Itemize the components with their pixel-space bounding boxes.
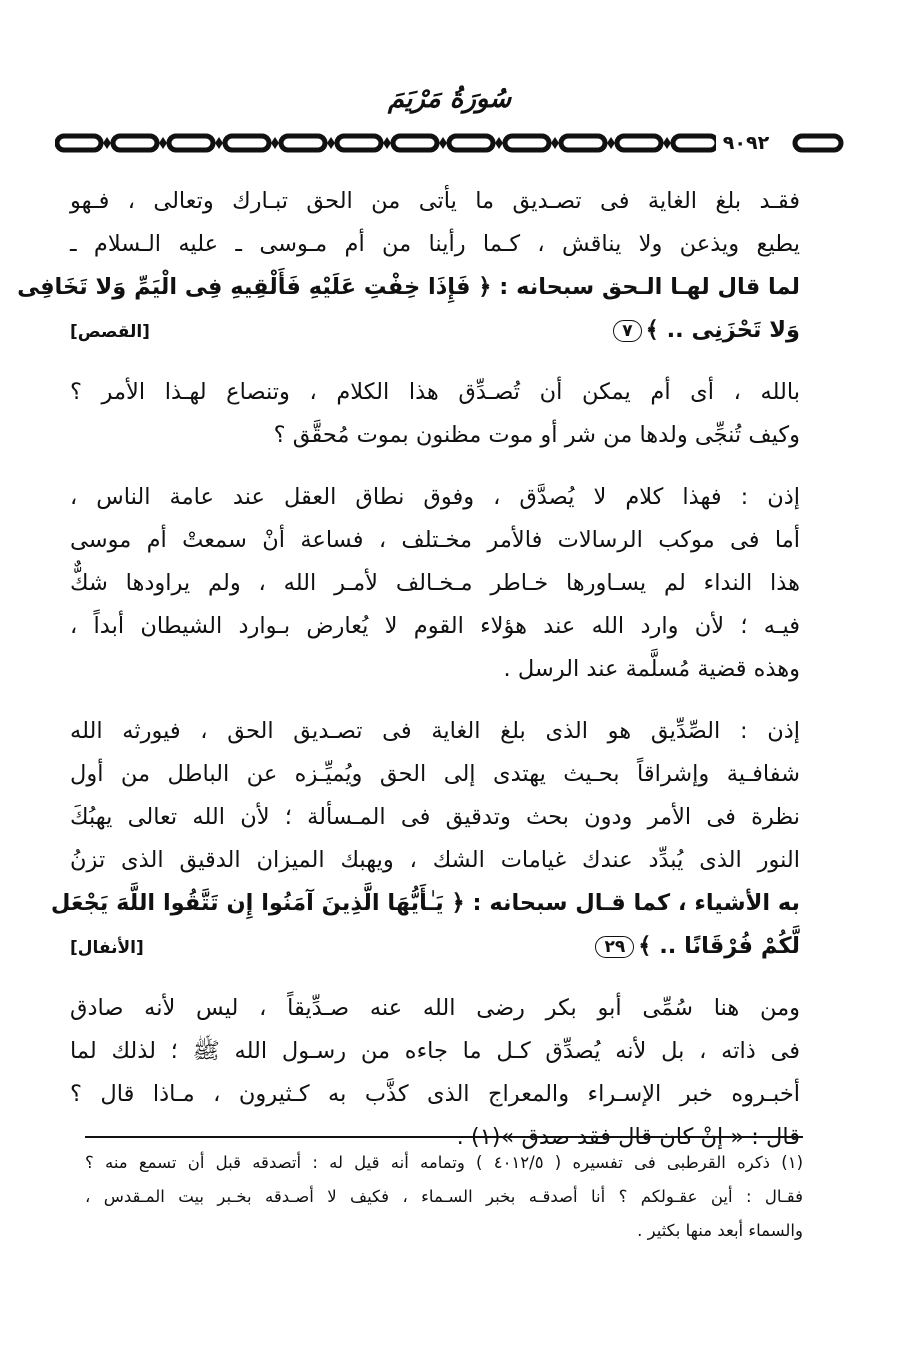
text-line: يطيع ويذعن ولا يناقش ، كـما رأينا من أم مـوسى ـ عليه الـسلام ـ [70, 231, 800, 257]
text-line: أما فى موكب الرسالات فالأمر مخـتلف ، فساعة أنْ سمعتْ أم موسى [70, 527, 800, 553]
footnote [85, 1146, 803, 1248]
paragraph-2 [70, 371, 800, 457]
footnote-divider [85, 1136, 803, 1138]
text-line: إذن : فهذا كلام لا يُصدَّق ، وفوق نطاق العقل عند عامة الناس ، [70, 484, 800, 510]
page-number: ٩٠٩٢ [716, 130, 776, 156]
quran-verse-line: به الأشياء ، كما قـال سبحانه : ﴿ يَـٰأَيُّهَا الَّذِينَ آمَنُوا إِن تَتَّقُوا اللَّهَ يَجْعَل [50, 890, 800, 916]
ayah-number: ٧ [613, 320, 641, 342]
surah-title: سُورَةُ مَرْيَمَ [387, 84, 512, 114]
ayah-number: ٢٩ [595, 936, 634, 958]
text-line: وكيف تُنجِّى ولدها من شر أو موت مظنون بموت مُحقَّق ؟ [273, 422, 800, 448]
footnote-line: والسماء أبعد منها بكثير . [637, 1221, 803, 1240]
paragraph-4 [50, 710, 800, 968]
quran-verse-line: لما قال لهـا الـحق سبحانه : ﴿ فَإِذَا خِفْتِ عَلَيْهِ فَأَلْقِيهِ فِى الْيَمِّ وَلا تَخَافِى [17, 274, 800, 300]
text-line: نظرة فى الأمر ودون بحث وتدقيق فى المـسألة ؛ لأن الله تعالى يهبُكَ [70, 804, 800, 830]
text-line: فقـد بلغ الغاية فى تصـديق ما يأتى من الحق تبـارك وتعالى ، فـهو [70, 188, 800, 214]
quran-verse-end: لَّكُمْ فُرْقَانًا .. ﴾ [638, 933, 800, 959]
paragraph-1 [17, 180, 800, 352]
text-line: بالله ، أى أم يمكن أن تُصـدِّق هذا الكلام ، وتنصاع لهـذا الأمر ؟ [70, 379, 800, 405]
text-line: هذا النداء لم يسـاورها خـاطر مـخـالف لأمـر الله ، ولم يراودها شكٌّ [70, 570, 800, 596]
text-line: ومن هنا سُمِّى أبو بكر رضى الله عنه صـدِّيقاً ، ليس لأنه صادق [70, 995, 800, 1021]
text-line: فيـه ؛ لأن وارد الله عند هؤلاء القوم لا يُعارض بـوارد الشيطان أبداً ، [70, 613, 800, 639]
text-line: إذن : الصِّدِّيق هو الذى بلغ الغاية فى تصـديق الحق ، فيورثه الله [70, 718, 800, 744]
surah-reference: [القصص] [70, 322, 150, 342]
surah-reference: [الأنفال] [70, 938, 144, 958]
quran-verse-end: وَلا تَحْزَنِى .. ﴾ [645, 317, 800, 343]
footnote-line: فقـال : أين عقـولكم ؟ أنا أصدقـه بخبر السـماء ، فكيف لا أصـدقه بخـبر بيت المـقدس ، [85, 1187, 803, 1206]
paragraph-3 [70, 476, 800, 691]
paragraph-5 [70, 987, 800, 1159]
text-line: أخبـروه خبر الإسـراء والمعراج الذى كذَّب به كـثيرون ، مـاذا قال ؟ [70, 1081, 800, 1107]
quran-verse-line [70, 925, 800, 968]
footnote-line: (١) ذكره القرطبى فى تفسيره ( ٤٠١٢/٥ ) وتمامه أنه قيل له : أتصدقه قبل أن تسمع منه ؟ [85, 1153, 803, 1172]
quran-verse-line [70, 309, 800, 352]
text-line: النور الذى يُبدِّد عندك غيامات الشك ، ويهبك الميزان الدقيق الذى تزنُ [70, 847, 800, 873]
text-line: قال : « إنْ كان قال فقد صدق »(١) . [456, 1124, 800, 1150]
text-line: شفافـية وإشراقاً بحـيث يهتدى إلى الحق ويُميِّـزه عن الباطل من أول [70, 761, 800, 787]
text-line: فى ذاته ، بل لأنه يُصدِّق كـل ما جاءه من رسـول الله ﷺ ؛ لذلك لما [70, 1038, 800, 1064]
main-text [17, 180, 800, 1178]
text-line: وهذه قضية مُسلَّمة عند الرسل . [503, 656, 800, 682]
